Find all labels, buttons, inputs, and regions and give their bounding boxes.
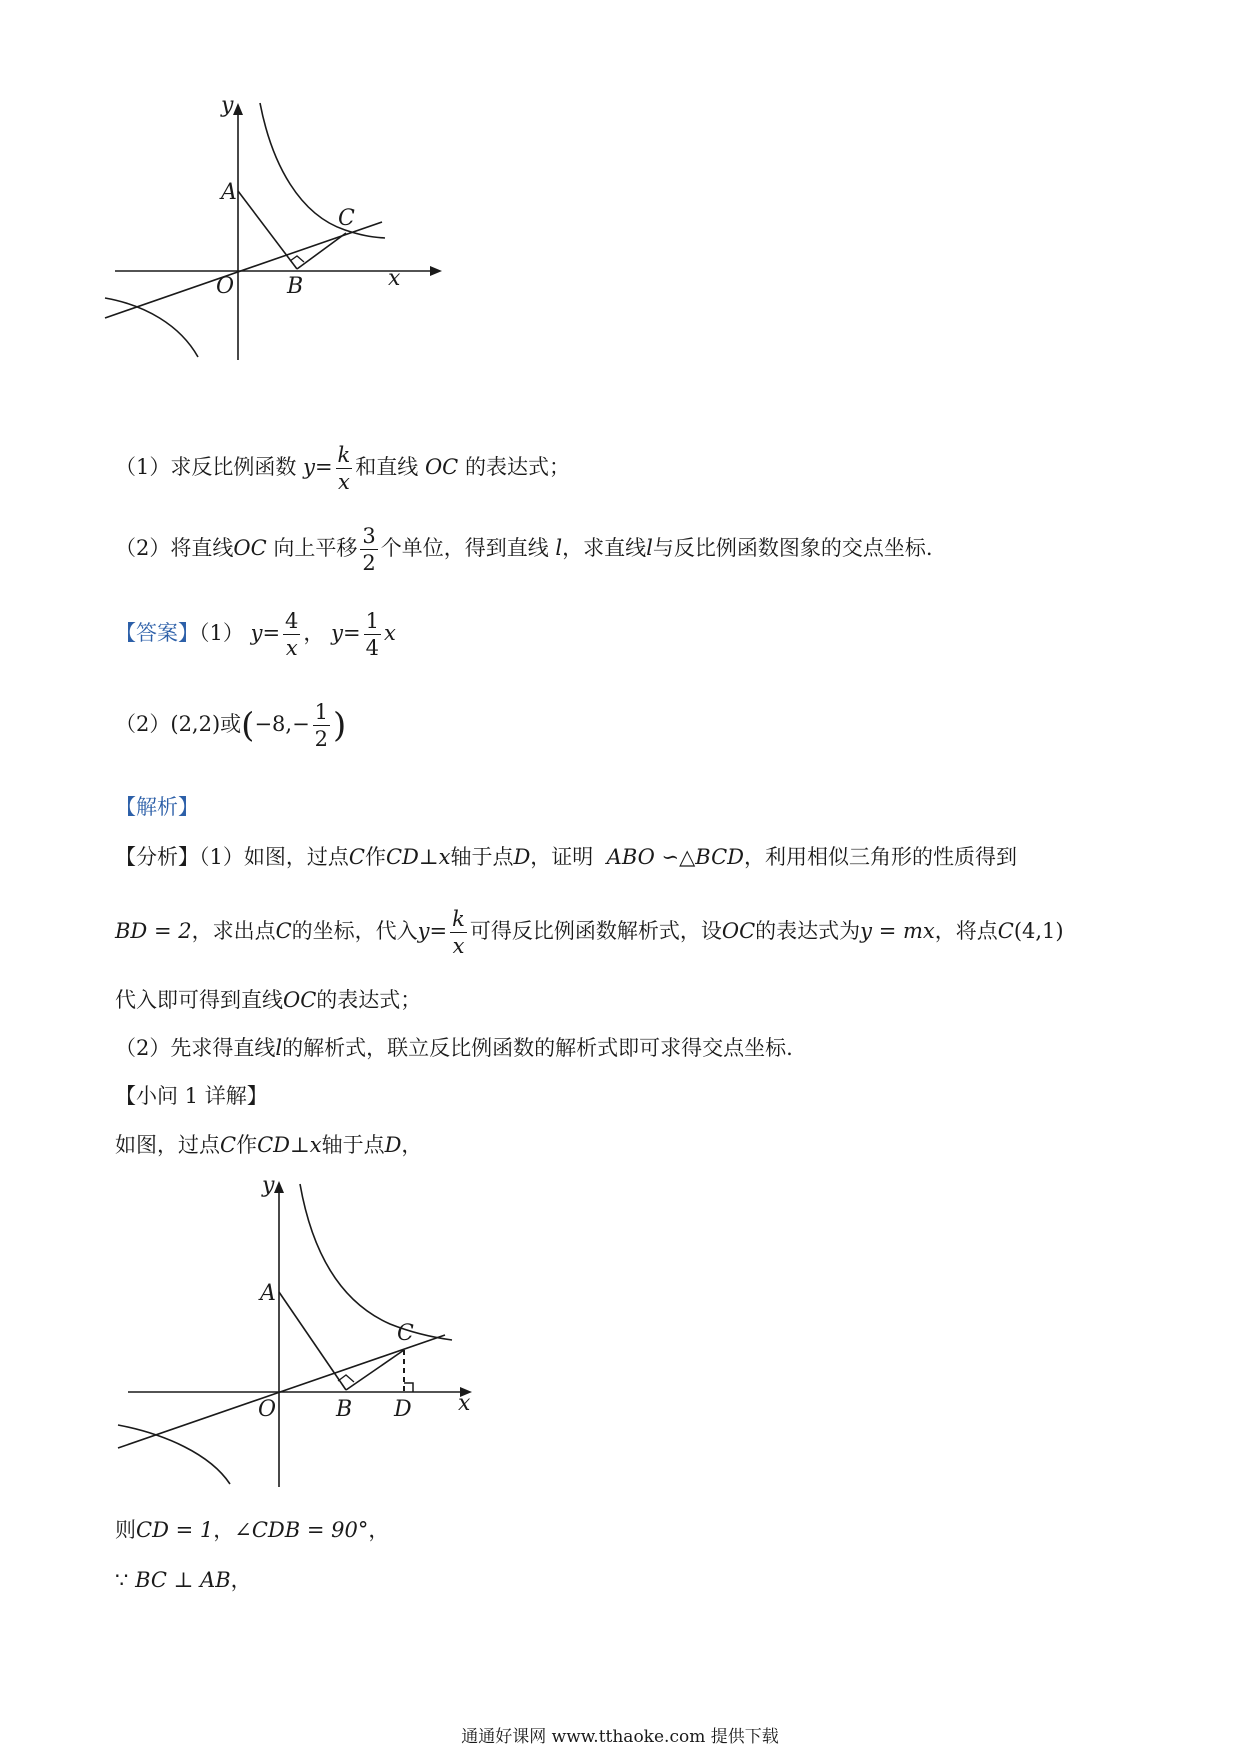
answer-tag: 【答案】: [115, 621, 199, 645]
y-axis-arrow: [274, 1181, 284, 1193]
label-d: D: [394, 1397, 412, 1422]
analysis-line-1: 【分析】（1）如图，过点C作CD⊥x轴于点D，证明 ABO ∽△BCD，利用相似三角形的性质得到: [115, 845, 1018, 869]
label-c: C: [338, 206, 355, 231]
solution-step-3: ∵ BC ⊥ AB，: [115, 1568, 252, 1592]
solution-step-1: 如图，过点C作CD⊥x轴于点D，: [115, 1133, 423, 1157]
subquestion-1-heading: 【小问 1 详解】: [115, 1084, 268, 1108]
hyperbola-upper-branch: [260, 103, 385, 238]
y-axis-arrow: [233, 103, 243, 115]
fraction-1-over-2: $\frac{1}{2}$: [314, 700, 329, 751]
fraction-3-over-2: $\frac{3}{2}$: [362, 524, 376, 575]
analysis-line-3: 代入即可得到直线OC的表达式；: [115, 988, 422, 1012]
label-c: C: [397, 1321, 414, 1346]
x-axis-arrow: [430, 266, 442, 276]
label-b: B: [336, 1397, 353, 1422]
segment-bc: [346, 1350, 404, 1390]
label-a: A: [260, 1281, 276, 1306]
segment-ab: [238, 191, 297, 269]
page-footer: 通通好课网 www.tthaoke.com 提供下载: [461, 1727, 779, 1747]
label-o: O: [216, 274, 235, 299]
question-1: （1）求反比例函数 y= $\frac{k}{x}$ 和直线 OC 的表达式；: [115, 443, 570, 494]
solution-step-2: 则CD = 1，∠CDB = 90°，: [115, 1518, 390, 1542]
figure-1-graph: [100, 95, 450, 365]
label-y: y: [221, 95, 234, 118]
answer-2: （2）(2,2)或(−8,− $\frac{1}{2}$ ): [115, 700, 347, 751]
hyperbola-lower-branch: [118, 1425, 230, 1484]
fraction-k-over-x-2: $\frac{k}{x}$: [452, 907, 465, 958]
label-y: y: [262, 1173, 275, 1198]
hyperbola-lower-branch: [105, 298, 198, 357]
hyperbola-upper-branch: [300, 1184, 452, 1340]
segment-ab: [279, 1292, 346, 1390]
figure-2-graph: [100, 1172, 500, 1492]
answer-1: 【答案】（1） y= $\frac{4}{x}$ ， y= $\frac{1}{4}$ x: [115, 609, 396, 660]
label-o: O: [258, 1397, 277, 1422]
fraction-4-over-x: $\frac{4}{x}$: [285, 609, 299, 660]
label-b: B: [287, 274, 304, 299]
analysis-line-2: BD = 2，求出点C的坐标，代入y= $\frac{k}{x}$ 可得反比例函数解析式，设OC的表达式为y = mx，将点C(4,1): [115, 907, 1064, 958]
right-angle-mark-d: [404, 1383, 413, 1392]
fraction-1-over-4: $\frac{1}{4}$: [365, 609, 379, 660]
analysis-line-4: （2）先求得直线l的解析式，联立反比例函数的解析式即可求得交点坐标.: [115, 1036, 793, 1060]
fraction-k-over-x: $\frac{k}{x}$: [337, 443, 351, 494]
right-angle-mark: [290, 256, 304, 262]
segment-bc: [297, 233, 346, 269]
label-x: x: [388, 266, 401, 291]
analysis-tag: 【解析】: [115, 795, 199, 819]
label-x: x: [458, 1391, 471, 1416]
label-a: A: [221, 180, 237, 205]
question-2: （2）将直线OC 向上平移 $\frac{3}{2}$ 个单位，得到直线 l，求直线l与反比例函数图象的交点坐标.: [115, 524, 933, 575]
